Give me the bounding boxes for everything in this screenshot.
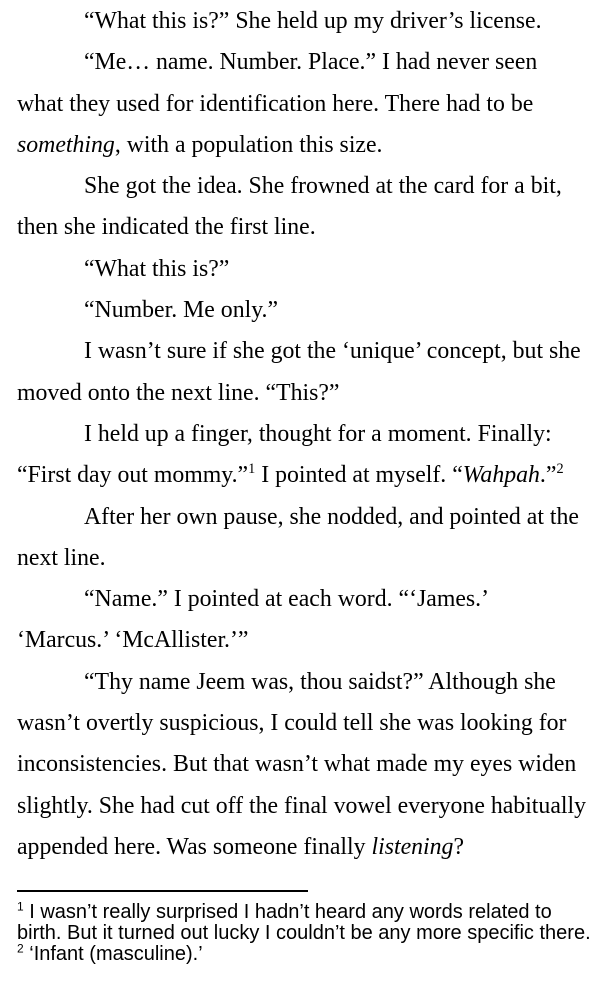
text-run: wasn’t overtly suspicious, I could tell she was looking for bbox=[17, 710, 567, 737]
paragraph bbox=[17, 414, 610, 497]
body-line bbox=[17, 290, 610, 331]
body-line bbox=[17, 166, 610, 207]
text-run: .” bbox=[539, 462, 557, 489]
footnote-line bbox=[17, 941, 610, 966]
italic-text: Wahpah bbox=[462, 462, 540, 489]
body-line bbox=[17, 744, 610, 785]
body-line bbox=[17, 42, 610, 83]
footnote-marker: 1 bbox=[248, 461, 256, 478]
text-run: “What this is?” She held up my driver’s license. bbox=[84, 8, 542, 34]
text-run: “Name.” I pointed at each word. “‘James.’ bbox=[84, 586, 490, 613]
body-line bbox=[17, 662, 610, 703]
text-run: “Me… name. Number. Place.” I had never seen bbox=[84, 49, 538, 76]
body-text bbox=[17, 1, 610, 868]
text-run: ? bbox=[453, 833, 465, 860]
text-run: , with a population this size. bbox=[114, 131, 383, 158]
text-run: inconsistencies. But that wasn’t what made my eyes widen bbox=[17, 751, 577, 778]
body-line bbox=[17, 373, 610, 414]
body-line bbox=[17, 207, 610, 248]
body-line bbox=[17, 125, 610, 166]
footnote-marker: 1 bbox=[17, 899, 24, 914]
text-run: “Number. Me only.” bbox=[84, 297, 279, 324]
text-run: birth. But it turned out lucky I couldn’t be any more specific there. bbox=[17, 922, 591, 945]
italic-text: listening bbox=[371, 833, 454, 860]
text-run: I pointed at myself. “ bbox=[255, 462, 463, 489]
body-line bbox=[17, 620, 610, 661]
text-run: She got the idea. She frowned at the card for a bit, bbox=[84, 173, 562, 200]
text-run: “First day out mommy.” bbox=[17, 462, 249, 489]
paragraph bbox=[17, 331, 610, 414]
text-run: After her own pause, she nodded, and pointed at the bbox=[84, 503, 579, 530]
text-run: ‘Marcus.’ ‘McAllister.’” bbox=[17, 627, 249, 654]
body-line bbox=[17, 331, 610, 372]
text-run: slightly. She had cut off the final vowel everyone habitually bbox=[17, 792, 586, 819]
body-line bbox=[17, 455, 610, 496]
footnote-line bbox=[17, 899, 610, 924]
text-run: I wasn’t really surprised I hadn’t heard any words related to bbox=[23, 901, 552, 924]
footnote-marker: 2 bbox=[17, 941, 24, 956]
body-line bbox=[17, 249, 610, 290]
body-line bbox=[17, 84, 610, 125]
italic-text: something bbox=[17, 131, 115, 158]
body-line bbox=[17, 703, 610, 744]
body-line bbox=[17, 786, 610, 827]
paragraph bbox=[17, 290, 610, 331]
paragraph bbox=[17, 662, 610, 868]
body-line bbox=[17, 538, 610, 579]
paragraph bbox=[17, 1, 610, 42]
body-line bbox=[17, 414, 610, 455]
footnote-marker: 2 bbox=[556, 461, 564, 478]
text-run: moved onto the next line. “This?” bbox=[17, 379, 340, 406]
text-run: next line. bbox=[17, 544, 106, 571]
body-line bbox=[17, 827, 610, 868]
text-run: then she indicated the first line. bbox=[17, 214, 316, 241]
footnotes bbox=[17, 899, 610, 966]
body-line bbox=[17, 1, 610, 42]
paragraph bbox=[17, 166, 610, 249]
paragraph bbox=[17, 497, 610, 580]
text-run: ‘Infant (masculine).’ bbox=[23, 943, 203, 966]
text-run: I held up a finger, thought for a moment. Finally: bbox=[84, 420, 552, 447]
text-run: I wasn’t sure if she got the ‘unique’ concept, but she bbox=[84, 338, 581, 365]
footnote-line bbox=[17, 923, 610, 944]
body-line bbox=[17, 497, 610, 538]
paragraph bbox=[17, 579, 610, 662]
text-run: what they used for identification here. There had to be bbox=[17, 90, 534, 117]
body-line bbox=[17, 579, 610, 620]
paragraph bbox=[17, 249, 610, 290]
footnote-separator bbox=[17, 890, 308, 892]
paragraph bbox=[17, 42, 610, 166]
text-run: appended here. Was someone finally bbox=[17, 833, 372, 860]
text-run: “Thy name Jeem was, thou saidst?” Although she bbox=[84, 668, 556, 695]
text-run: “What this is?” bbox=[84, 255, 230, 282]
